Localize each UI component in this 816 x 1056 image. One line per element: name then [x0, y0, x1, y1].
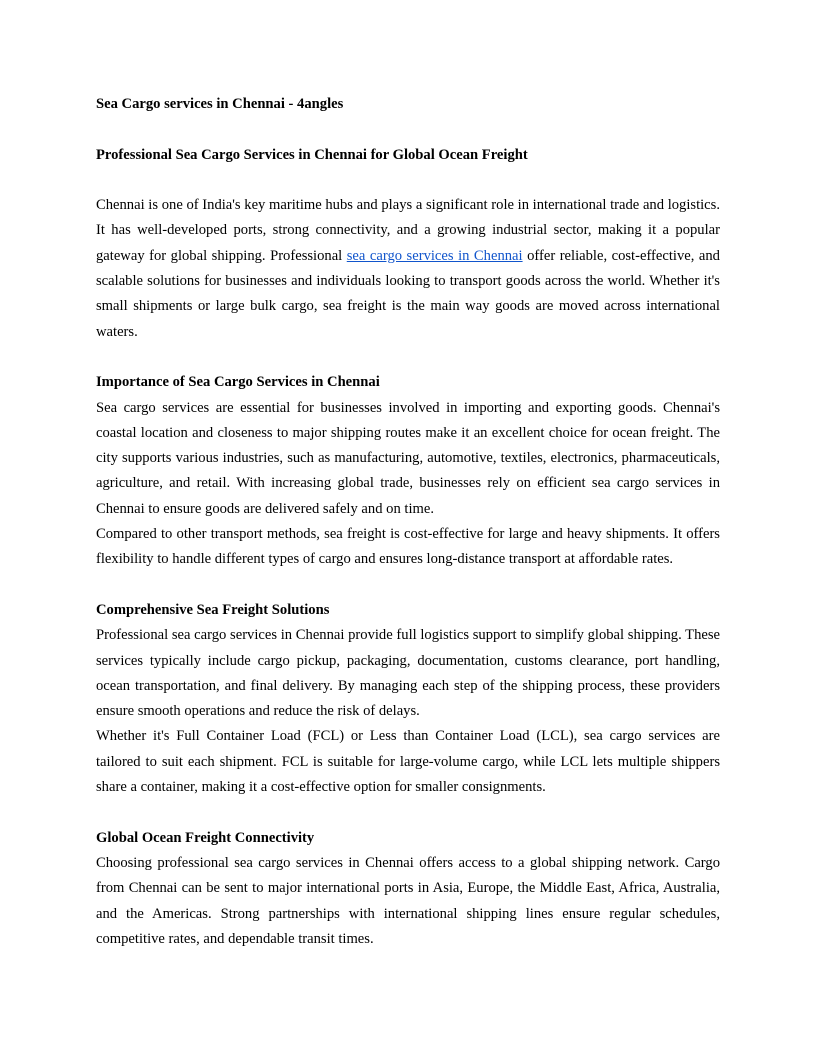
section-paragraph: Whether it's Full Container Load (FCL) or Less than Container Load (LCL), sea cargo services are tailored to suit each shipment. FCL is suitable for large-volume cargo, while LCL lets multiple shippers share a container, making it a cost-effective option for smaller consignments.	[96, 728, 720, 796]
section-paragraph: Sea cargo services are essential for businesses involved in importing and exporting goods. Chennai's coastal location and closeness to major shipping routes make it an excellent choice for ocean freight. The city supports various industries, such as manufacturing, automotive, textiles, electronics, pharmaceuticals, agriculture, and retail. With increasing global trade, businesses rely on efficient sea cargo services in Chennai to ensure goods are delivered safely and on time.	[96, 399, 720, 517]
section-heading: Importance of Sea Cargo Services in Chennai	[96, 374, 380, 391]
section-heading: Comprehensive Sea Freight Solutions	[96, 601, 330, 618]
document-title: Sea Cargo services in Chennai - 4angles	[96, 96, 344, 112]
section-importance	[96, 370, 720, 572]
document-page	[96, 92, 720, 952]
section-global-connectivity	[96, 826, 720, 952]
section-comprehensive-solutions	[96, 598, 720, 800]
intro-paragraph	[96, 193, 720, 345]
section-paragraph: Choosing professional sea cargo services in Chennai offers access to a global shipping network. Cargo from Chennai can be sent to major international ports in Asia, Europe, the Middle East, Africa, Australia, and the Americas. Strong partnerships with international shipping lines ensure regular schedules, competitive rates, and dependable transit times.	[96, 854, 720, 947]
document-subtitle: Professional Sea Cargo Services in Chennai for Global Ocean Freight	[96, 146, 528, 163]
intro-text-after-link: offer reliable, cost-effective, and scalable solutions for businesses and individuals looking to transport goods across the world. Whether it's small shipments or large bulk cargo, sea freight is the main way goods are moved across international waters.	[96, 247, 720, 340]
intro-text-before-link: Chennai is one of India's key maritime hubs and plays a significant role in international trade and logistics. It has well-developed ports, strong connectivity, and a growing industrial sector, making it a popular gateway for global shipping. Professional	[96, 197, 720, 264]
section-heading: Global Ocean Freight Connectivity	[96, 829, 315, 846]
section-paragraph: Professional sea cargo services in Chennai provide full logistics support to simplify global shipping. These services typically include cargo pickup, packaging, documentation, customs clearance, port handling, ocean transportation, and final delivery. By managing each step of the shipping process, these providers ensure smooth operations and reduce the risk of delays.	[96, 627, 720, 720]
section-paragraph: Compared to other transport methods, sea freight is cost-effective for large and heavy shipments. It offers flexibility to handle different types of cargo and ensures long-distance transport at affordable rates.	[96, 526, 720, 568]
sea-cargo-services-link[interactable]: sea cargo services in Chennai	[346, 247, 523, 264]
